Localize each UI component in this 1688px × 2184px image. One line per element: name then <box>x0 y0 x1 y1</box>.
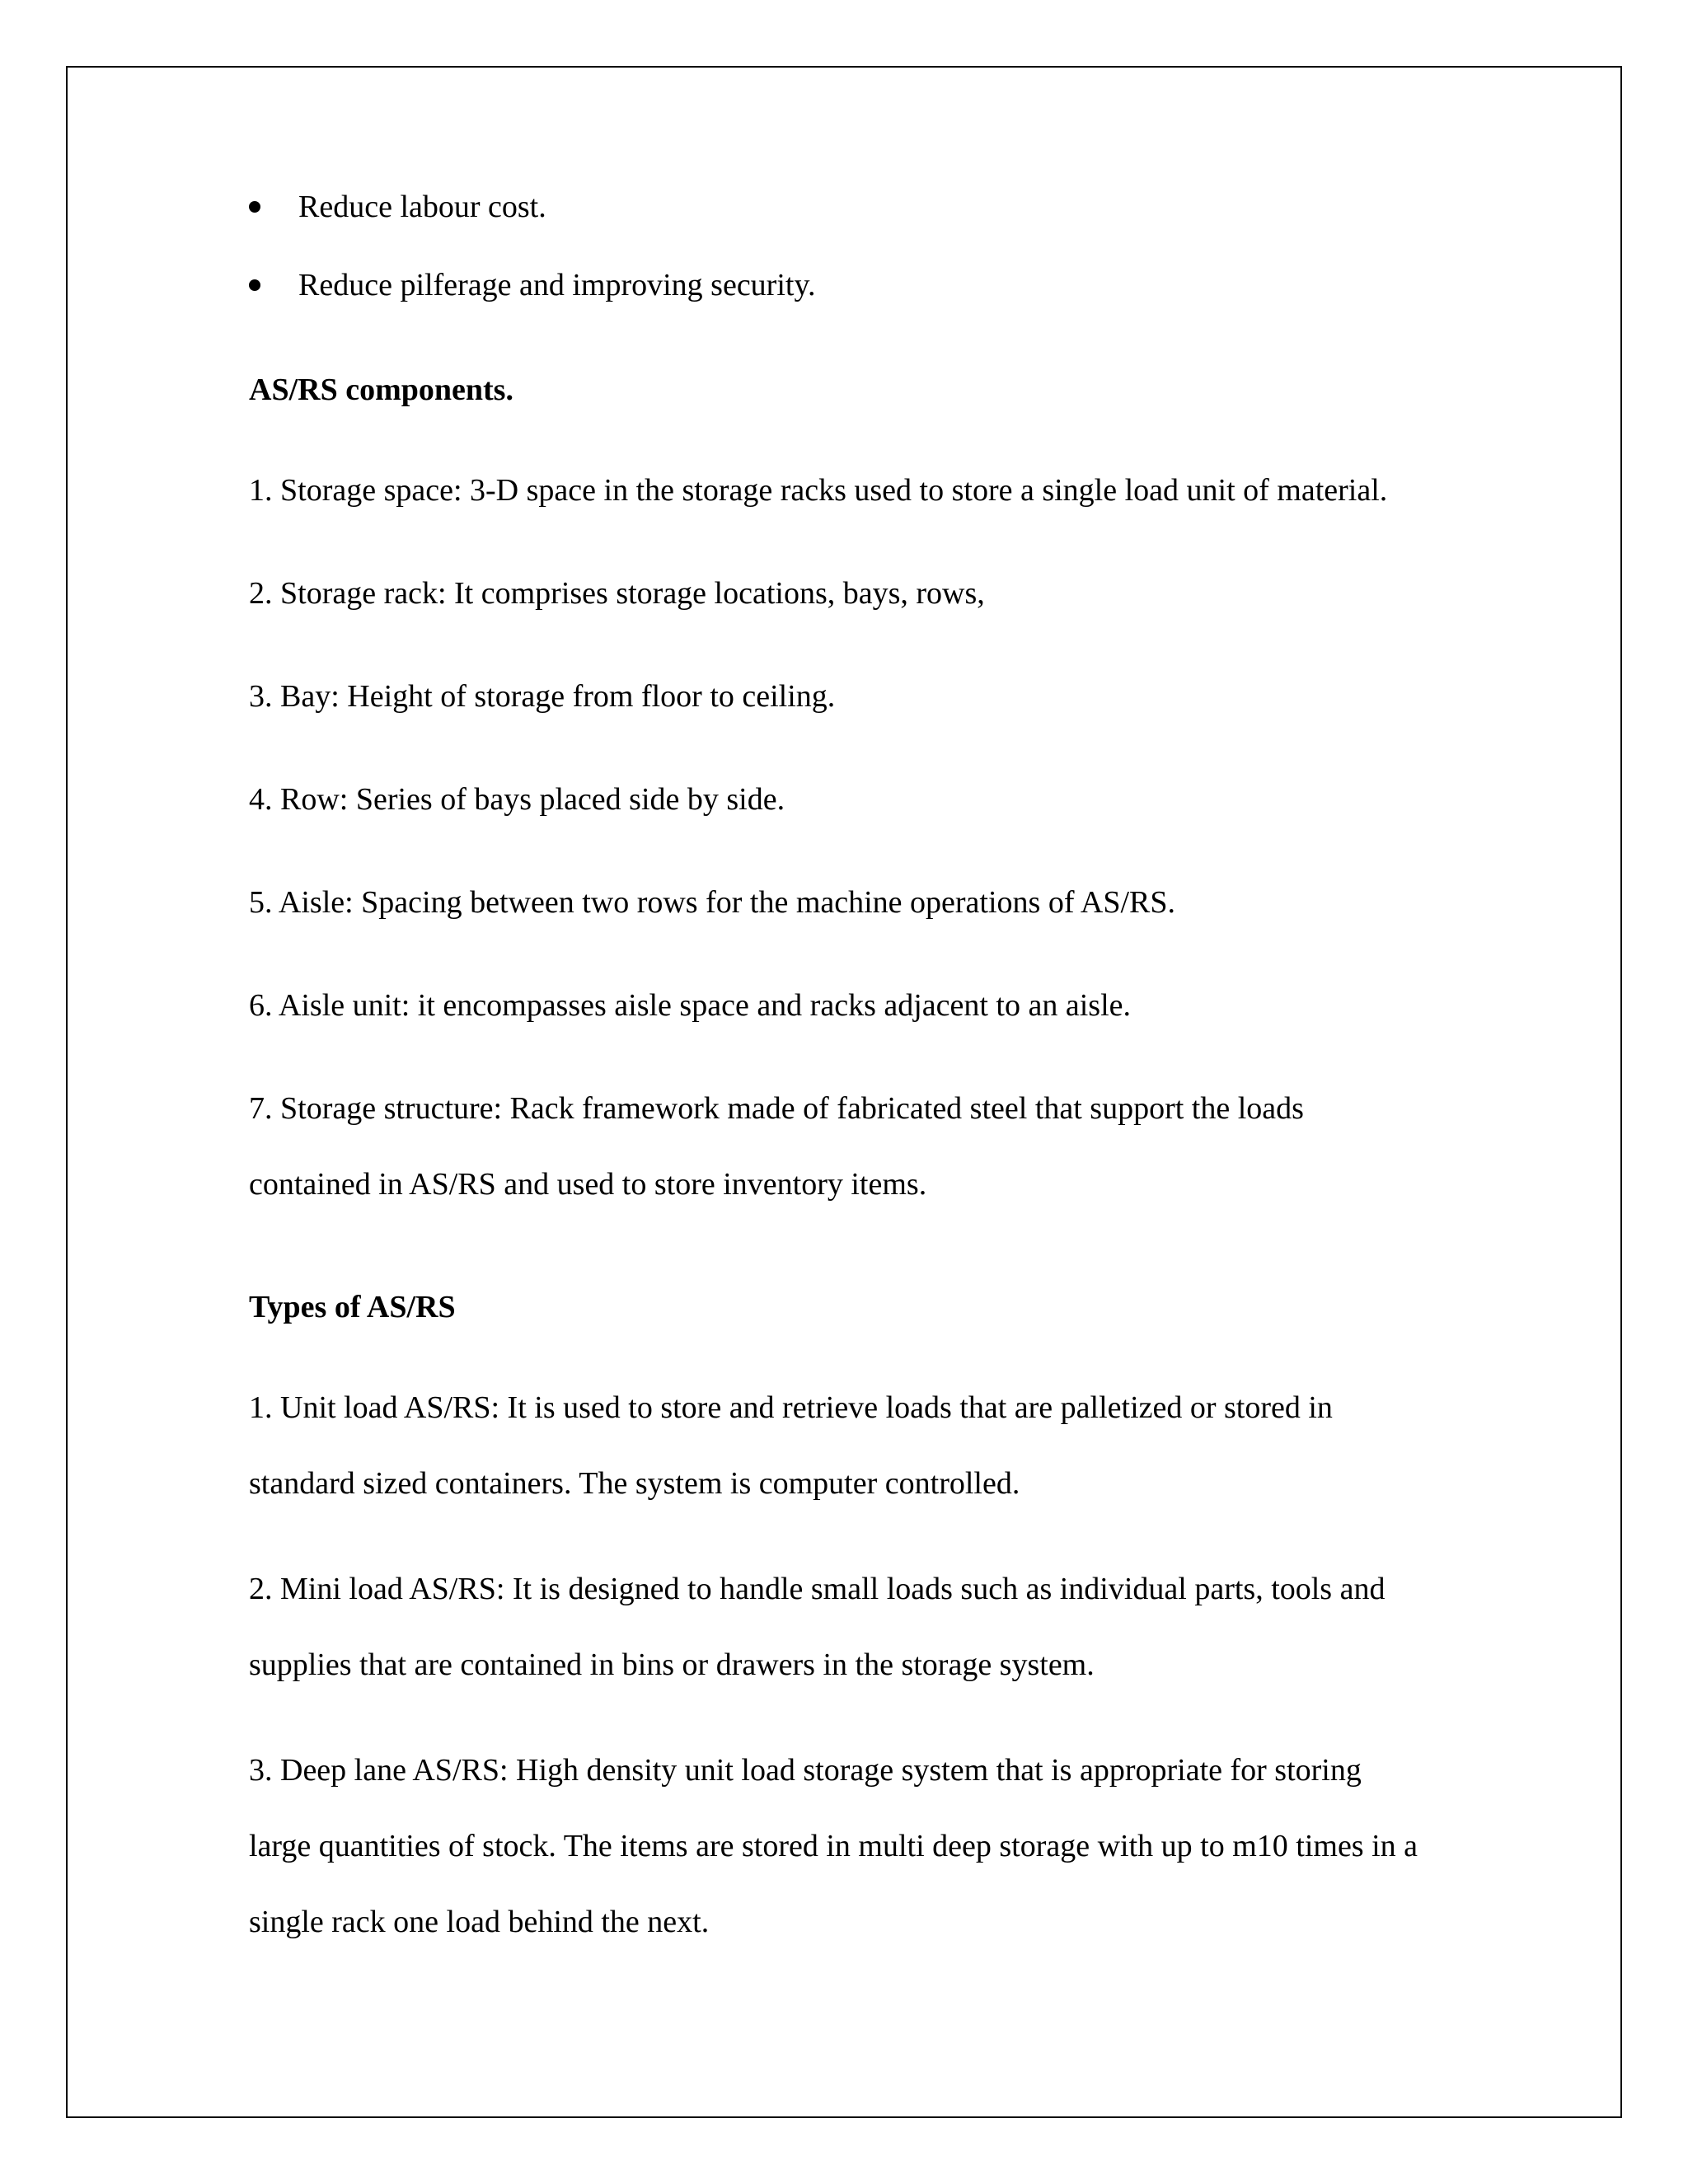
paragraph-line: large quantities of stock. The items are stored in multi deep storage with up to m10 times in a <box>249 1829 1418 1863</box>
type-item-deep-lane <box>249 1732 1502 1960</box>
bullet-icon <box>249 279 260 291</box>
bullet-icon <box>249 201 260 213</box>
component-item-storage-structure <box>249 1071 1502 1222</box>
component-item-aisle-unit: 6. Aisle unit: it encompasses aisle space and racks adjacent to an aisle. <box>249 988 1131 1023</box>
paragraph-line: standard sized containers. The system is computer controlled. <box>249 1466 1020 1501</box>
bullet-text: Reduce labour cost. <box>298 190 546 224</box>
component-item-storage-space: 1. Storage space: 3-D space in the storage racks used to store a single load unit of material. <box>249 473 1388 508</box>
paragraph-line: 1. Unit load AS/RS: It is used to store and retrieve loads that are palletized or stored in <box>249 1390 1333 1425</box>
component-item-storage-rack: 2. Storage rack: It comprises storage locations, bays, rows, <box>249 576 985 611</box>
bullet-text: Reduce pilferage and improving security. <box>298 268 816 302</box>
paragraph-line: 3. Deep lane AS/RS: High density unit load storage system that is appropriate for storing <box>249 1753 1362 1788</box>
component-item-row: 4. Row: Series of bays placed side by side. <box>249 782 785 817</box>
benefits-list <box>249 191 1502 301</box>
type-item-mini-load <box>249 1551 1502 1703</box>
section-heading-components: AS/RS components. <box>249 373 513 407</box>
document-body <box>249 191 1502 1960</box>
list-item <box>249 191 1502 223</box>
component-item-bay: 3. Bay: Height of storage from floor to ceiling. <box>249 679 836 714</box>
paragraph-line: supplies that are contained in bins or drawers in the storage system. <box>249 1647 1095 1682</box>
type-item-unit-load <box>249 1370 1502 1521</box>
paragraph-line: 2. Mini load AS/RS: It is designed to handle small loads such as individual parts, tools and <box>249 1572 1386 1606</box>
section-heading-types: Types of AS/RS <box>249 1290 456 1324</box>
component-item-aisle: 5. Aisle: Spacing between two rows for the machine operations of AS/RS. <box>249 885 1175 920</box>
paragraph-line: single rack one load behind the next. <box>249 1905 710 1939</box>
paragraph-line: 7. Storage structure: Rack framework made of fabricated steel that support the loads <box>249 1091 1304 1126</box>
paragraph-line: contained in AS/RS and used to store inventory items. <box>249 1167 927 1202</box>
list-item <box>249 269 1502 301</box>
